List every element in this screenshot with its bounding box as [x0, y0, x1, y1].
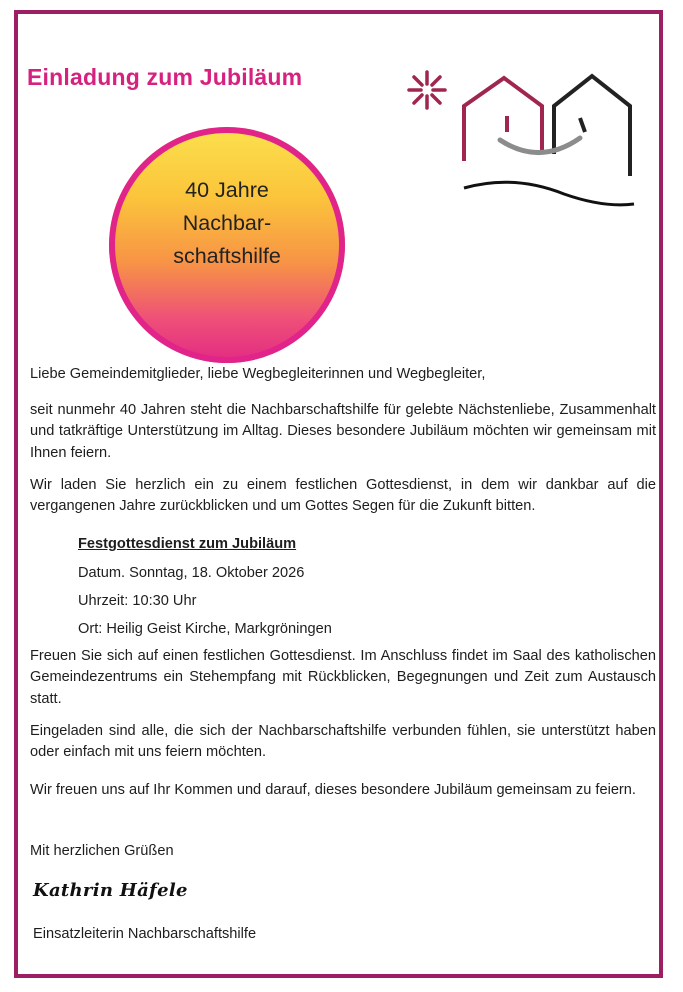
invitation-paragraph: Wir laden Sie herzlich ein zu einem festlichen Gottesdienst, in dem wir dankbar auf die vergangenen Jahre zurückblicken und um Gottes Segen für die Zukunft bitten.	[30, 477, 656, 515]
greeting: Liebe Gemeindemitglieder, liebe Wegbegleiterinnen und Wegbegleiter,	[30, 366, 486, 382]
intro-paragraph: seit nunmehr 40 Jahren steht die Nachbarschaftshilfe für gelebte Nächstenliebe, Zusammenhalt und tatkräftige Unterstützung im Alltag. Dieses besondere Jubiläum möchten wir gemeinsam mit Ihnen feiern.	[30, 402, 656, 461]
anniversary-badge	[109, 127, 345, 363]
badge-line: Nachbar-	[182, 211, 272, 235]
wave-line	[464, 182, 634, 205]
red-house-icon	[464, 78, 542, 161]
event-date: Datum. Sonntag, 18. Oktober 2026	[78, 565, 305, 581]
dark-house-icon	[554, 76, 630, 176]
reception-paragraph: Freuen Sie sich auf einen festlichen Gottesdienst. Im Anschluss findet im Saal des katholischen Gemeindezentrums ein Stehempfang mit Rückblicken, Begegnungen und Zeit zum Austausch statt.	[30, 648, 656, 707]
signature: Kathrin Häfele	[33, 880, 188, 901]
asterisk-icon	[409, 72, 445, 108]
invited-paragraph: Eingeladen sind alle, die sich der Nachbarschaftshilfe verbunden fühlen, sie unterstützt haben oder einfach mit uns feiern möchten.	[30, 723, 656, 761]
signer-role: Einsatzleiterin Nachbarschaftshilfe	[33, 926, 257, 942]
regards: Mit herzlichen Grüßen	[30, 843, 174, 859]
neighborhood-logo-icon	[404, 66, 636, 216]
closing-paragraph: Wir freuen uns auf Ihr Kommen und darauf, dieses besondere Jubiläum gemeinsam zu feiern.	[30, 782, 636, 798]
page-title: Einladung zum Jubiläum	[27, 64, 303, 90]
badge-line: schaftshilfe	[173, 244, 281, 268]
badge-line: 40 Jahre	[185, 178, 269, 202]
event-place: Ort: Heilig Geist Kirche, Markgröningen	[78, 621, 332, 637]
event-heading: Festgottesdienst zum Jubiläum	[78, 536, 297, 552]
event-time: Uhrzeit: 10:30 Uhr	[78, 593, 197, 609]
